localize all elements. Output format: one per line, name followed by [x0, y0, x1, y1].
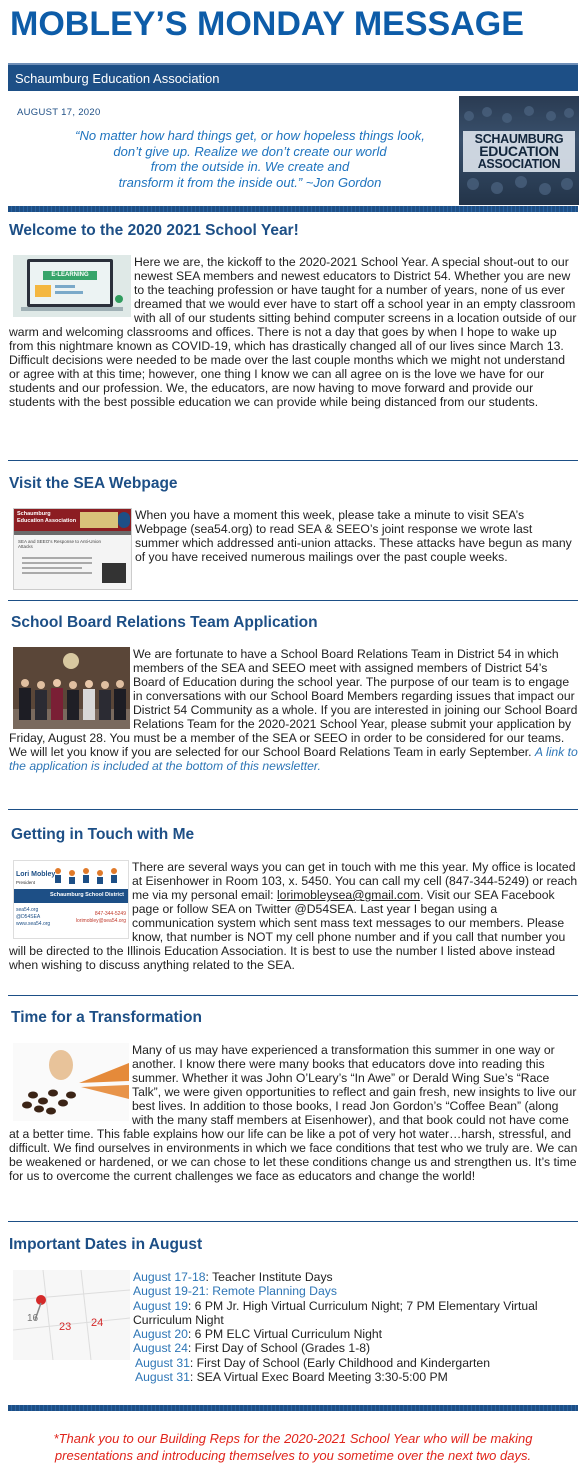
- elearning-label: E-LEARNING: [51, 272, 89, 278]
- section-divider: [8, 995, 578, 996]
- welcome-body: Here we are, the kickoff to the 2020-2021 School Year. A special shout-out to our newest SEA members and newest educators to District 54. Whether you are new to the teaching profession or have taught for a number of years, none of us ever dreamed that we would ever have to start off a school year in an empty classroom with all of our students sitting behind computer screens in a location outside of our warm and welcoming classrooms and offices. There is not a day that goes by when I hope to wake up from this nightmare known as COVID-19, which has drastically changed all of our lives since March 13. Difficult decisions were needed to be made over the last couple months which we might not understand or agree with at this time; however, one thing I know we can all agree on is the love we have for our students and our profession. We, the educators, are now having to move forward and provide our students with the best possible education we can provide while being distanced from our students.: [9, 255, 577, 409]
- board-team-photo: [13, 647, 130, 729]
- section-heading-board: School Board Relations Team Application: [11, 614, 318, 631]
- quote-line: transform it from the inside out.” ~Jon Gordon: [118, 174, 382, 190]
- section-heading-transformation: Time for a Transformation: [11, 1009, 202, 1026]
- section-heading-welcome: Welcome to the 2020 2021 School Year!: [9, 222, 299, 239]
- webpage-banner-text: Schaumburg Education Association: [17, 511, 77, 524]
- calendar-number: 24: [91, 1317, 104, 1329]
- section-divider: [8, 460, 578, 461]
- date-item: August 20: 6 PM ELC Virtual Curriculum Night: [133, 1327, 383, 1342]
- section-divider: [8, 600, 578, 601]
- important-dates-list: [133, 1270, 583, 1384]
- webpage-body: When you have a moment this week, please take a minute to visit SEA’s Webpage (sea54.org) to read SEA & SEEO’s joint response we wrote last summer which addressed anti-union attacks. These attacks have begun as many of you have received numerous mailings over the past couple weeks.: [135, 508, 572, 564]
- egg-coffee-carrot-image: [13, 1043, 129, 1121]
- quote-line: “No matter how hard things get, or how hopeless things look,: [75, 128, 425, 143]
- footer-note: [8, 1430, 578, 1464]
- logo-line: EDUCATION: [479, 143, 559, 159]
- application-link[interactable]: A link to the application is included at the bottom of this newsletter.: [9, 745, 578, 773]
- card-name: Lori Mobley: [16, 871, 56, 878]
- association-banner: Schaumburg Education Association: [8, 63, 578, 91]
- date-item: August 31: First Day of School (Early Childhood and Kindergarten: [135, 1355, 490, 1370]
- card-org: Schaumburg School District: [50, 892, 124, 898]
- header-divider: [8, 206, 578, 212]
- section-divider: [8, 809, 578, 810]
- date-item: Curriculum Night: [133, 1312, 224, 1327]
- section-webpage: [9, 508, 579, 592]
- email-link[interactable]: lorimobleysea@gmail.com: [276, 888, 421, 902]
- footer-line: *Thank you to our Building Reps for the 2020-2021 School Year who will be making: [53, 1431, 533, 1446]
- calendar-number: 16: [27, 1313, 39, 1324]
- section-board: [9, 647, 579, 773]
- card-site: www.sea54.org: [16, 921, 51, 927]
- header-quote: [40, 128, 460, 190]
- business-card-image: [13, 860, 129, 939]
- sea-logo: [459, 96, 579, 205]
- section-heading-webpage: Visit the SEA Webpage: [9, 475, 178, 492]
- calendar-pin-image: [13, 1270, 130, 1360]
- section-contact: [9, 860, 579, 972]
- section-heading-dates: Important Dates in August: [9, 1236, 203, 1253]
- card-web: sea54.org: [16, 907, 39, 913]
- date-item: August 31: SEA Virtual Exec Board Meeting 3:30-5:00 PM: [135, 1370, 448, 1385]
- contact-body-2: . Visit our SEA Facebook page or follow SEA on Twitter @D54SEA. Last year I began using a communication system which sent mass text messages to our members. Please know, that number is NOT my cell phone number and if you call that number you will be directed to the Illinois Education Association. It is best to use the number I listed above instead when wishing to discuss anything related to the SEA.: [9, 888, 566, 972]
- quote-line: from the outside in. We create and: [150, 159, 350, 174]
- footer-divider: [8, 1405, 578, 1411]
- section-divider: [8, 1221, 578, 1222]
- footer-line: presentations and introducing themselves to you sometime over the next two days.: [54, 1448, 532, 1463]
- date-item: August 24: First Day of School (Grades 1-8): [133, 1341, 371, 1356]
- logo-line: SCHAUMBURG: [474, 132, 564, 146]
- date-item: August 19-21: Remote Planning Days: [133, 1284, 337, 1299]
- logo-line: ASSOCIATION: [477, 157, 561, 171]
- card-phone: 847-344-5249: [94, 911, 126, 917]
- calendar-number: 23: [59, 1321, 72, 1333]
- section-heading-contact: Getting in Touch with Me: [11, 826, 195, 843]
- board-body: We are fortunate to have a School Board Relations Team in District 54 in which members of the SEA and SEEO meet with assigned members of District 54’s Board of Education during the school year. The purpose of our team is to engage in conversations with our School Board Members regarding issues that impact our District 54 Community as a whole. If you are interested in joining our School Board Relations Team for the 2020-2021 School Year, please submit your application by Friday, August 28. You must be a member of the SEA or SEEO in order to be considered for our teams. We will let you know if you are selected for our School Board Relations Team in early September.: [9, 647, 578, 759]
- elearning-image: [13, 255, 131, 317]
- card-role: President: [16, 880, 36, 885]
- date-item: August 17-18: Teacher Institute Days: [133, 1270, 333, 1284]
- card-twitter: @D54SEA: [16, 914, 41, 920]
- webpage-subtitle: SEA and SEEO’s Response to Anti-Union Attacks: [18, 539, 101, 549]
- transformation-body: Many of us may have experienced a transformation this summer in one way or another. I know there were many books that educators dove into reading this summer. Whether it was John O’Leary’s “In Awe” or Derald Wing Sue’s “Race Talk”, we were given opportunities to reflect and gain fresh, new insights to live our best lives. In addition to those books, I read Jon Gordon’s “Coffee Bean” (along with the many staff members at Eisenhower), and that book could not have come at a better time. This fable explains how our life can be like a pot of very hot water…harsh, stressful, and difficult. We find ourselves in environments in which we face conditions that test who we truly are. We can be weakened or hardened, or we can chose to let these conditions change us and strengthen us. It’s time for us to overcome the current challenges we face as educators and change the world!: [9, 1043, 578, 1183]
- section-transformation: [9, 1043, 579, 1183]
- quote-line: don’t give up. Realize we don’t create our world: [113, 143, 387, 159]
- webpage-screenshot: [13, 508, 132, 590]
- issue-date: AUGUST 17, 2020: [17, 107, 101, 118]
- date-item: August 19: 6 PM Jr. High Virtual Curriculum Night; 7 PM Elementary Virtual: [133, 1298, 538, 1313]
- contact-body-1: There are several ways you can get in touch with me this year. My office is located at Eisenhower in Room 103, x. 5450. You can call my cell (847-344-5249) or reach me via my personal email:: [132, 860, 578, 902]
- section-welcome: [9, 255, 579, 409]
- newsletter-title: MOBLEY’S MONDAY MESSAGE: [10, 5, 524, 43]
- logo-wordmark: [463, 131, 575, 172]
- card-email: lorimobley@sea54.org: [75, 918, 126, 924]
